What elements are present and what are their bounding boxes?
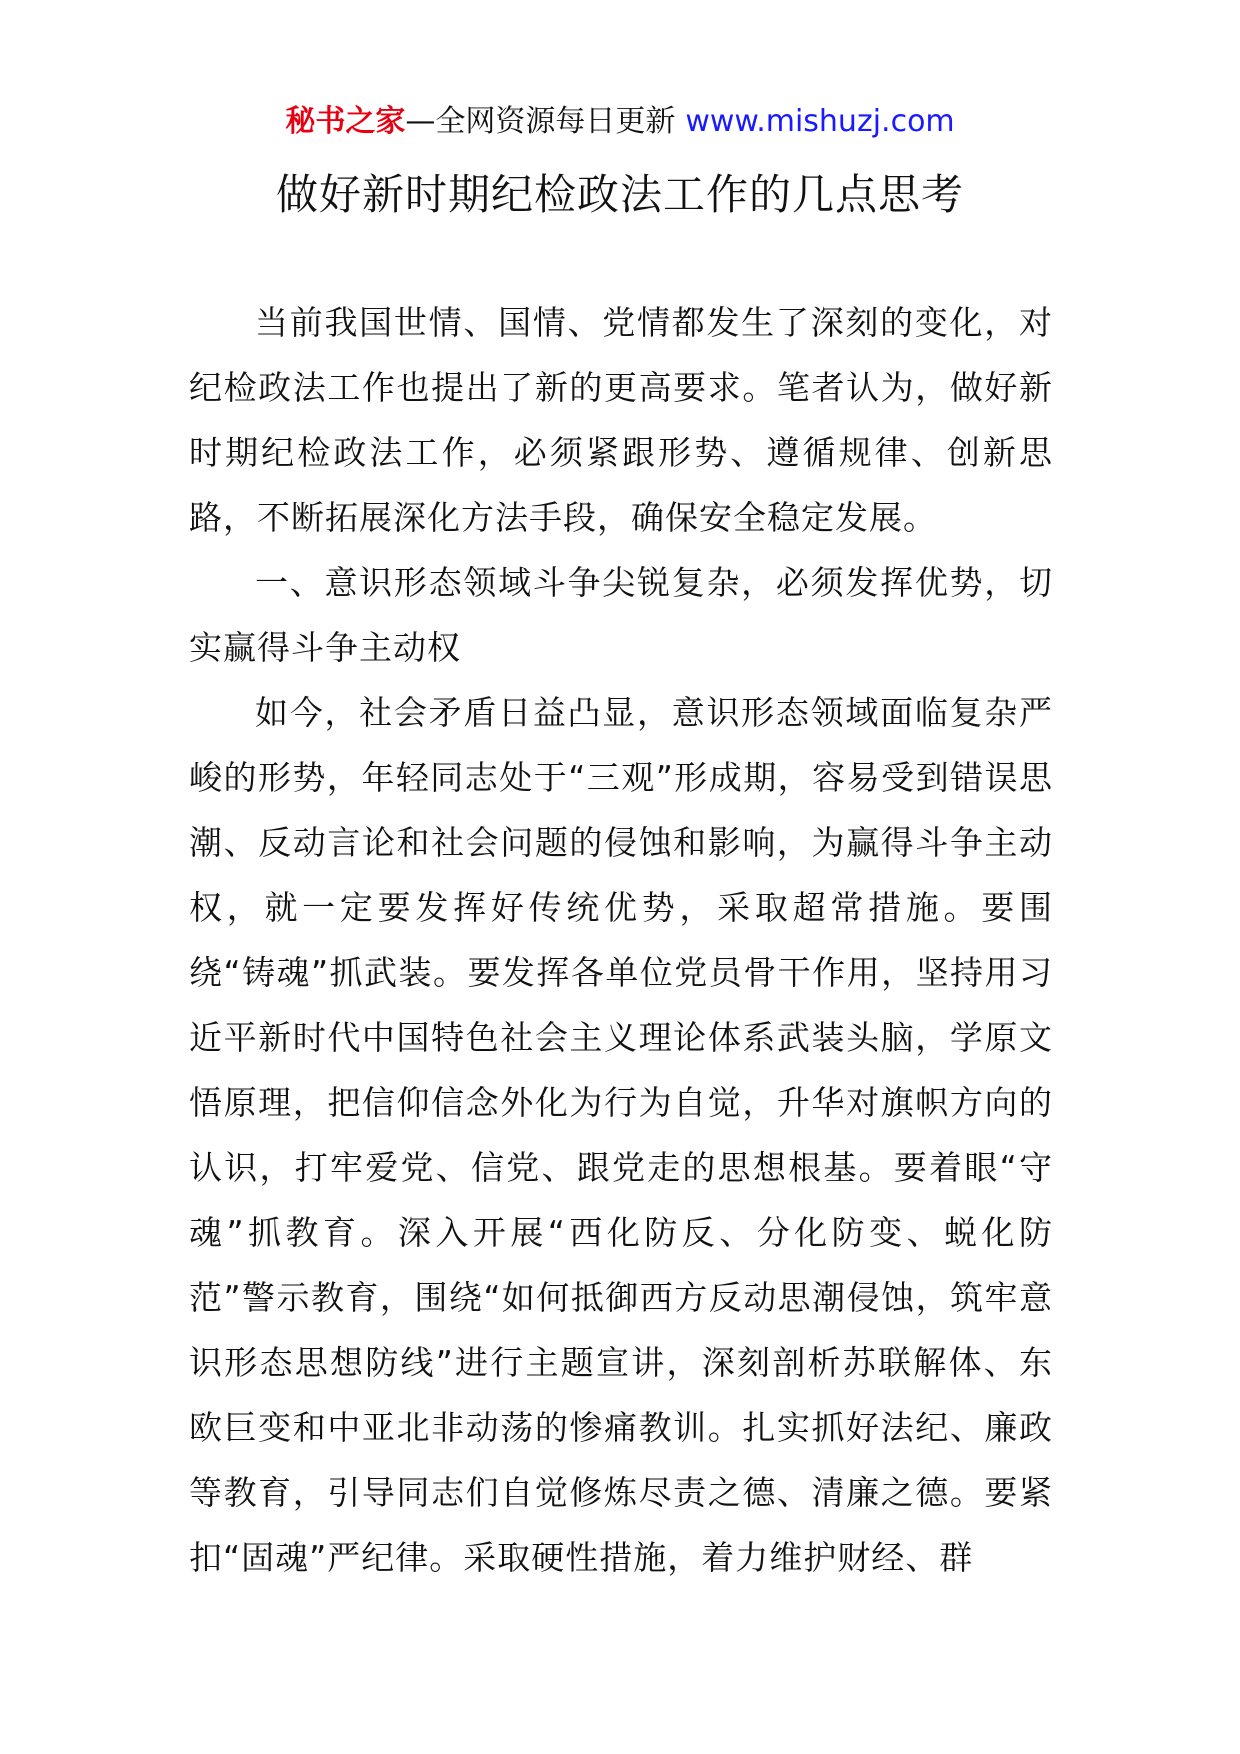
document-title: 做好新时期纪检政法工作的几点思考 [275,170,964,219]
document-body [189,290,1053,1590]
intro-paragraph: 当前我国世情、国情、党情都发生了深刻的变化，对纪检政法工作也提出了新的更高要求。笔者认为，做好新时期纪检政法工作，必须紧跟形势、遵循规律、创新思路，不断拓展深化方法手段，确保安全稳定发展。 [189,303,1053,537]
site-tagline: —全网资源每日更新 [405,104,676,139]
site-header [0,100,1240,144]
body-paragraph: 如今，社会矛盾日益凸显，意识形态领域面临复杂严峻的形势，年轻同志处于“三观”形成期，容易受到错误思潮、反动言论和社会问题的侵蚀和影响，为赢得斗争主动权，就一定要发挥好传统优势，采取超常措施。要围绕“铸魂”抓武装。要发挥各单位党员骨干作用，坚持用习近平新时代中国特色社会主义理论体系武装头脑，学原文悟原理，把信仰信念外化为行为自觉，升华对旗帜方向的认识，打牢爱党、信党、跟党走的思想根基。要着眼“守魂”抓教育。深入开展“西化防反、分化防变、蜕化防范”警示教育，围绕“如何抵御西方反动思潮侵蚀，筑牢意识形态思想防线”进行主题宣讲，深刻剖析苏联解体、东欧巨变和中亚北非动荡的惨痛教训。扎实抓好法纪、廉政等教育，引导同志们自觉修炼尽责之德、清廉之德。要紧扣“固魂”严纪律。采取硬性措施，着力维护财经、群 [189,693,1053,1577]
section-heading: 一、意识形态领域斗争尖锐复杂，必须发挥优势，切实赢得斗争主动权 [189,563,1053,667]
site-url-link[interactable]: www.mishuzj.com [685,104,955,139]
site-name: 秘书之家 [285,104,406,139]
